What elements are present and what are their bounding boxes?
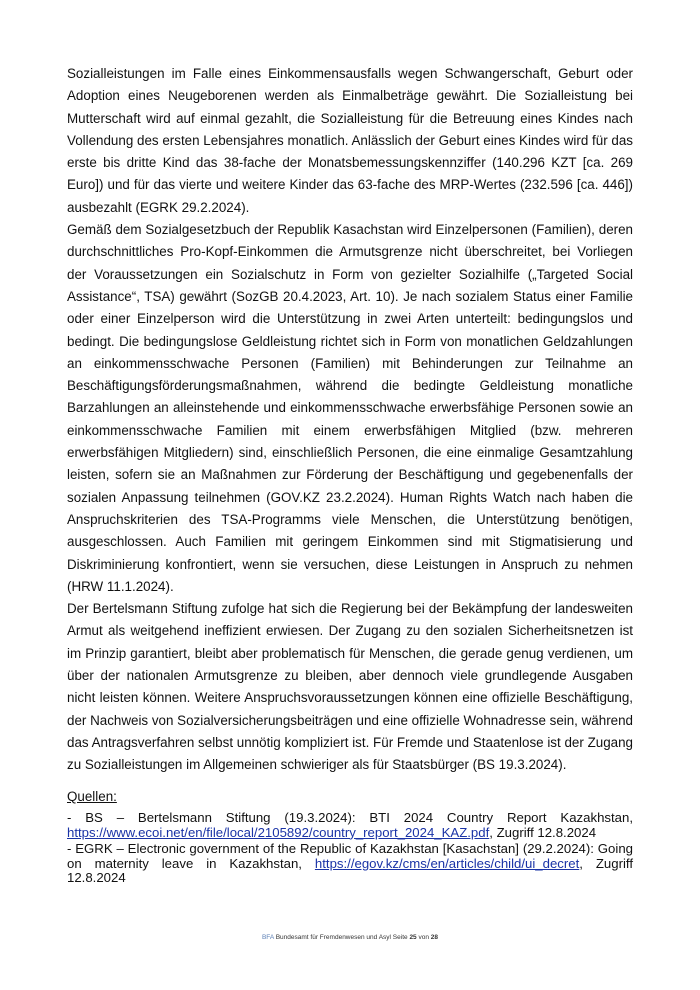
source-link[interactable]: https://egov.kz/cms/en/articles/child/ui_decret bbox=[314, 855, 580, 871]
source-item bbox=[67, 842, 633, 886]
footer-page-number: 25 bbox=[409, 934, 417, 941]
paragraph-targeted-social-assistance: Gemäß dem Sozialgesetzbuch der Republik Kasachstan wird Einzelpersonen (Familien), deren durchschnittliches Pro-Kopf-Einkommen die Armutsgrenze nicht überschreitet, bei Vorliegen der Voraussetzungen ein Sozialschutz in Form von gezielter Sozialhilfe („Targeted Social Assistance“, TSA) gewährt (SozGB 20.4.2023, Art. 10). Je nach sozialem Status einer Familie oder einer Einzelperson wird die Unterstützung in zwei Arten unterteilt: bedingungslos und bedingt. Die bedingungslose Geldleistung richtet sich in Form von monatlichen Geldzahlungen an einkommensschwache Personen (Familien) mit Behinderungen zur Teilnahme an Beschäftigungsförderungsmaßnahmen, während die bedingte Geldleistung monatliche Barzahlungen an alleinstehende und einkommensschwache erwerbsfähige Personen sowie an einkommensschwache Familien mit einem erwerbsfähigen Mitglied (bzw. mehreren erwerbsfähigen Mitgliedern) sind, einschließlich Personen, die eine einmalige Gesamtzahlung leisten, sofern sie an Maßnahmen zur Förderung der Beschäftigung und gegebenenfalls der sozialen Anpassung teilnehmen (GOV.KZ 23.2.2024). Human Rights Watch nach haben die Anspruchskriterien des TSA-Programms viele Menschen, die Unterstützung benötigen, ausgeschlossen. Auch Familien mit geringem Einkommen sind mit Stigmatisierung und Diskriminierung konfrontiert, wenn sie versuchen, diese Leistungen in Anspruch zu nehmen (HRW 11.1.2024). bbox=[67, 222, 633, 594]
bfa-logo: BFA bbox=[261, 934, 274, 941]
footer-of-label: von bbox=[418, 934, 429, 941]
document-body bbox=[67, 63, 633, 777]
page-footer bbox=[0, 934, 700, 941]
footer-page-total: 28 bbox=[430, 934, 439, 941]
paragraph-bertelsmann: Der Bertelsmann Stiftung zufolge hat sich die Regierung bei der Bekämpfung der landesweiten Armut als weitgehend ineffizient erwiesen. Der Zugang zu den sozialen Sicherheitsnetzen ist im Prinzip garantiert, bleibt aber problematisch für Menschen, die gerade genug verdienen, um über der nationalen Armutsgrenze zu bleiben, aber dennoch viele grundlegende Ausgaben nicht leisten können. Weitere Anspruchsvoraussetzungen können eine offizielle Beschäftigung, der Nachweis von Sozialversicherungsbeiträgen und eine offizielle Wohnadresse sein, während das Antragsverfahren selbst unnötig kompliziert ist. Für Fremde und Staatenlose ist der Zugang zu Sozialleistungen im Allgemeinen schwieriger als für Staatsbürger (BS 19.3.2024). bbox=[67, 601, 633, 773]
sources-list bbox=[67, 811, 633, 888]
source-item bbox=[67, 811, 633, 840]
source-text: - EGRK – Electronic government of the Republic of Kazakhstan [Kasachstan] (29.2.2024): Going on maternity leave in Kazakhstan, bbox=[67, 841, 633, 871]
footer-page-label: Seite bbox=[392, 934, 408, 941]
source-text: - BS – Bertelsmann Stiftung (19.3.2024): BTI 2024 Country Report Kazakhstan, bbox=[67, 810, 633, 825]
paragraph-maternity-benefits: Sozialleistungen im Falle eines Einkommensausfalls wegen Schwangerschaft, Geburt oder Adoption eines Neugeborenen werden als Einmalbeträge gewährt. Die Sozialleistung bei Mutterschaft wird auf einmal gezahlt, die Sozialleistung für die Betreuung eines Kindes nach Vollendung des ersten Lebensjahres monatlich. Anlässlich der Geburt eines Kindes wird für das erste bis dritte Kind das 38-fache der Monatsbemessungskennziffer (140.296 KZT [ca. 269 Euro]) und für das vierte und weitere Kinder das 63-fache des MRP-Wertes (232.596 [ca. 446]) ausbezahlt (EGRK 29.2.2024). bbox=[67, 66, 633, 215]
sources-heading: Quellen: bbox=[67, 789, 117, 804]
source-link[interactable]: https://www.ecoi.net/en/file/local/2105892/country_report_2024_KAZ.pdf bbox=[67, 824, 490, 840]
source-access-date: , Zugriff 12.8.2024 bbox=[489, 824, 597, 840]
footer-org: Bundesamt für Fremdenwesen und Asyl bbox=[275, 934, 391, 941]
source-access-date: , Zugriff 12.8.2024 bbox=[67, 855, 633, 886]
